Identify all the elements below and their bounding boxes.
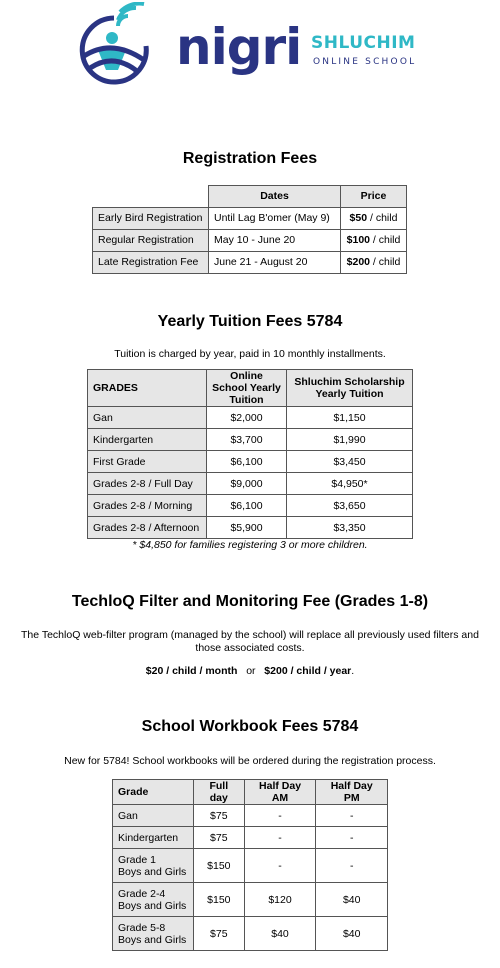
dates-cell: June 21 - August 20 — [209, 252, 341, 274]
full-day-cell: $75 — [194, 805, 245, 827]
half-pm-cell: $40 — [316, 917, 388, 951]
registration-table — [92, 185, 407, 274]
grade-cell: Grades 2-8 / Full Day — [88, 473, 207, 495]
col-header: Half Day AM — [244, 780, 316, 805]
online-tuition-cell: $5,900 — [207, 517, 287, 539]
tuition-table — [87, 369, 413, 539]
online-tuition-cell: $2,000 — [207, 407, 287, 429]
grade-cell: Grades 2-8 / Morning — [88, 495, 207, 517]
table-row — [88, 495, 413, 517]
full-day-cell: $75 — [194, 827, 245, 849]
workbook-title: School Workbook Fees 5784 — [141, 718, 359, 735]
col-header: Price — [341, 186, 407, 208]
half-pm-cell: - — [316, 805, 388, 827]
col-header: GRADES — [88, 370, 207, 407]
half-am-cell: $120 — [244, 883, 316, 917]
col-header: Dates — [209, 186, 341, 208]
dates-cell: May 10 - June 20 — [209, 230, 341, 252]
online-tuition-cell: $6,100 — [207, 495, 287, 517]
monthly-fee-unit: / child / month — [163, 665, 238, 677]
school-logo — [74, 2, 434, 90]
yearly-fee-unit: / child / year — [287, 665, 352, 677]
grade-cell: First Grade — [88, 451, 207, 473]
workbook-intro: New for 5784! School workbooks will be ordered during the registration process. — [64, 755, 436, 767]
tuition-title: Yearly Tuition Fees 5784 — [157, 313, 343, 330]
nigri-emblem-icon — [74, 2, 164, 92]
table-row — [93, 208, 407, 230]
table-row — [88, 517, 413, 539]
empty-cell — [93, 186, 209, 208]
scholarship-tuition-cell: $3,650 — [287, 495, 413, 517]
half-am-cell: - — [244, 827, 316, 849]
table-row — [113, 917, 388, 951]
scholarship-tuition-cell: $1,990 — [287, 429, 413, 451]
half-pm-cell: - — [316, 827, 388, 849]
table-header-row — [88, 370, 413, 407]
grade-cell: Kindergarten — [88, 429, 207, 451]
techloq-fee-line: $20 / child / month or $200 / child / year. — [145, 665, 355, 677]
half-pm-cell: - — [316, 849, 388, 883]
table-header-row — [93, 186, 407, 208]
online-tuition-cell: $6,100 — [207, 451, 287, 473]
grade-cell: Gan — [88, 407, 207, 429]
scholarship-tuition-cell: $1,150 — [287, 407, 413, 429]
techloq-description: The TechloQ web-filter program (managed by the school) will replace all previously used filters and those associated costs. — [21, 629, 479, 655]
online-tuition-cell: $3,700 — [207, 429, 287, 451]
registration-title: Registration Fees — [182, 150, 318, 167]
price-cell: $200 / child — [341, 252, 407, 274]
full-day-cell: $150 — [194, 849, 245, 883]
online-tuition-cell: $9,000 — [207, 473, 287, 495]
col-header: Online School Yearly Tuition — [207, 370, 287, 407]
or-text: or — [246, 665, 256, 677]
table-row — [113, 883, 388, 917]
scholarship-tuition-cell: $3,350 — [287, 517, 413, 539]
table-row — [93, 252, 407, 274]
grade-cell: Grade 5-8 Boys and Girls — [113, 917, 194, 951]
table-header-row — [113, 780, 388, 805]
grade-cell: Gan — [113, 805, 194, 827]
row-label: Late Registration Fee — [93, 252, 209, 274]
col-header: Half Day PM — [316, 780, 388, 805]
brand-line2: ONLINE SCHOOL — [313, 57, 417, 67]
half-pm-cell: $40 — [316, 883, 388, 917]
grade-cell: Grade 1 Boys and Girls — [113, 849, 194, 883]
workbook-table — [112, 779, 388, 951]
brand-name: nigri — [176, 18, 302, 76]
grade-cell: Kindergarten — [113, 827, 194, 849]
table-row — [88, 429, 413, 451]
tuition-intro: Tuition is charged by year, paid in 10 monthly installments. — [114, 348, 386, 360]
table-row — [93, 230, 407, 252]
dates-cell: Until Lag B'omer (May 9) — [209, 208, 341, 230]
half-am-cell: - — [244, 849, 316, 883]
row-label: Early Bird Registration — [93, 208, 209, 230]
table-row — [88, 451, 413, 473]
half-am-cell: $40 — [244, 917, 316, 951]
col-header: Full day — [194, 780, 245, 805]
scholarship-tuition-cell: $4,950* — [287, 473, 413, 495]
scholarship-tuition-cell: $3,450 — [287, 451, 413, 473]
full-day-cell: $75 — [194, 917, 245, 951]
table-row — [88, 407, 413, 429]
brand-line1: SHLUCHIM — [311, 33, 416, 53]
full-day-cell: $150 — [194, 883, 245, 917]
row-label: Regular Registration — [93, 230, 209, 252]
yearly-fee-amount: $200 — [264, 665, 288, 677]
grade-cell: Grades 2-8 / Afternoon — [88, 517, 207, 539]
table-row — [113, 827, 388, 849]
table-row — [113, 849, 388, 883]
col-header: Shluchim Scholarship Yearly Tuition — [287, 370, 413, 407]
grade-cell: Grade 2-4 Boys and Girls — [113, 883, 194, 917]
monthly-fee-amount: $20 — [145, 665, 164, 677]
techloq-title: TechloQ Filter and Monitoring Fee (Grades 1-8) — [71, 593, 429, 610]
half-am-cell: - — [244, 805, 316, 827]
price-cell: $50 / child — [341, 208, 407, 230]
price-cell: $100 / child — [341, 230, 407, 252]
table-row — [113, 805, 388, 827]
table-row — [88, 473, 413, 495]
tuition-footnote: * $4,850 for families registering 3 or more children. — [132, 539, 368, 551]
col-header: Grade — [113, 780, 194, 805]
